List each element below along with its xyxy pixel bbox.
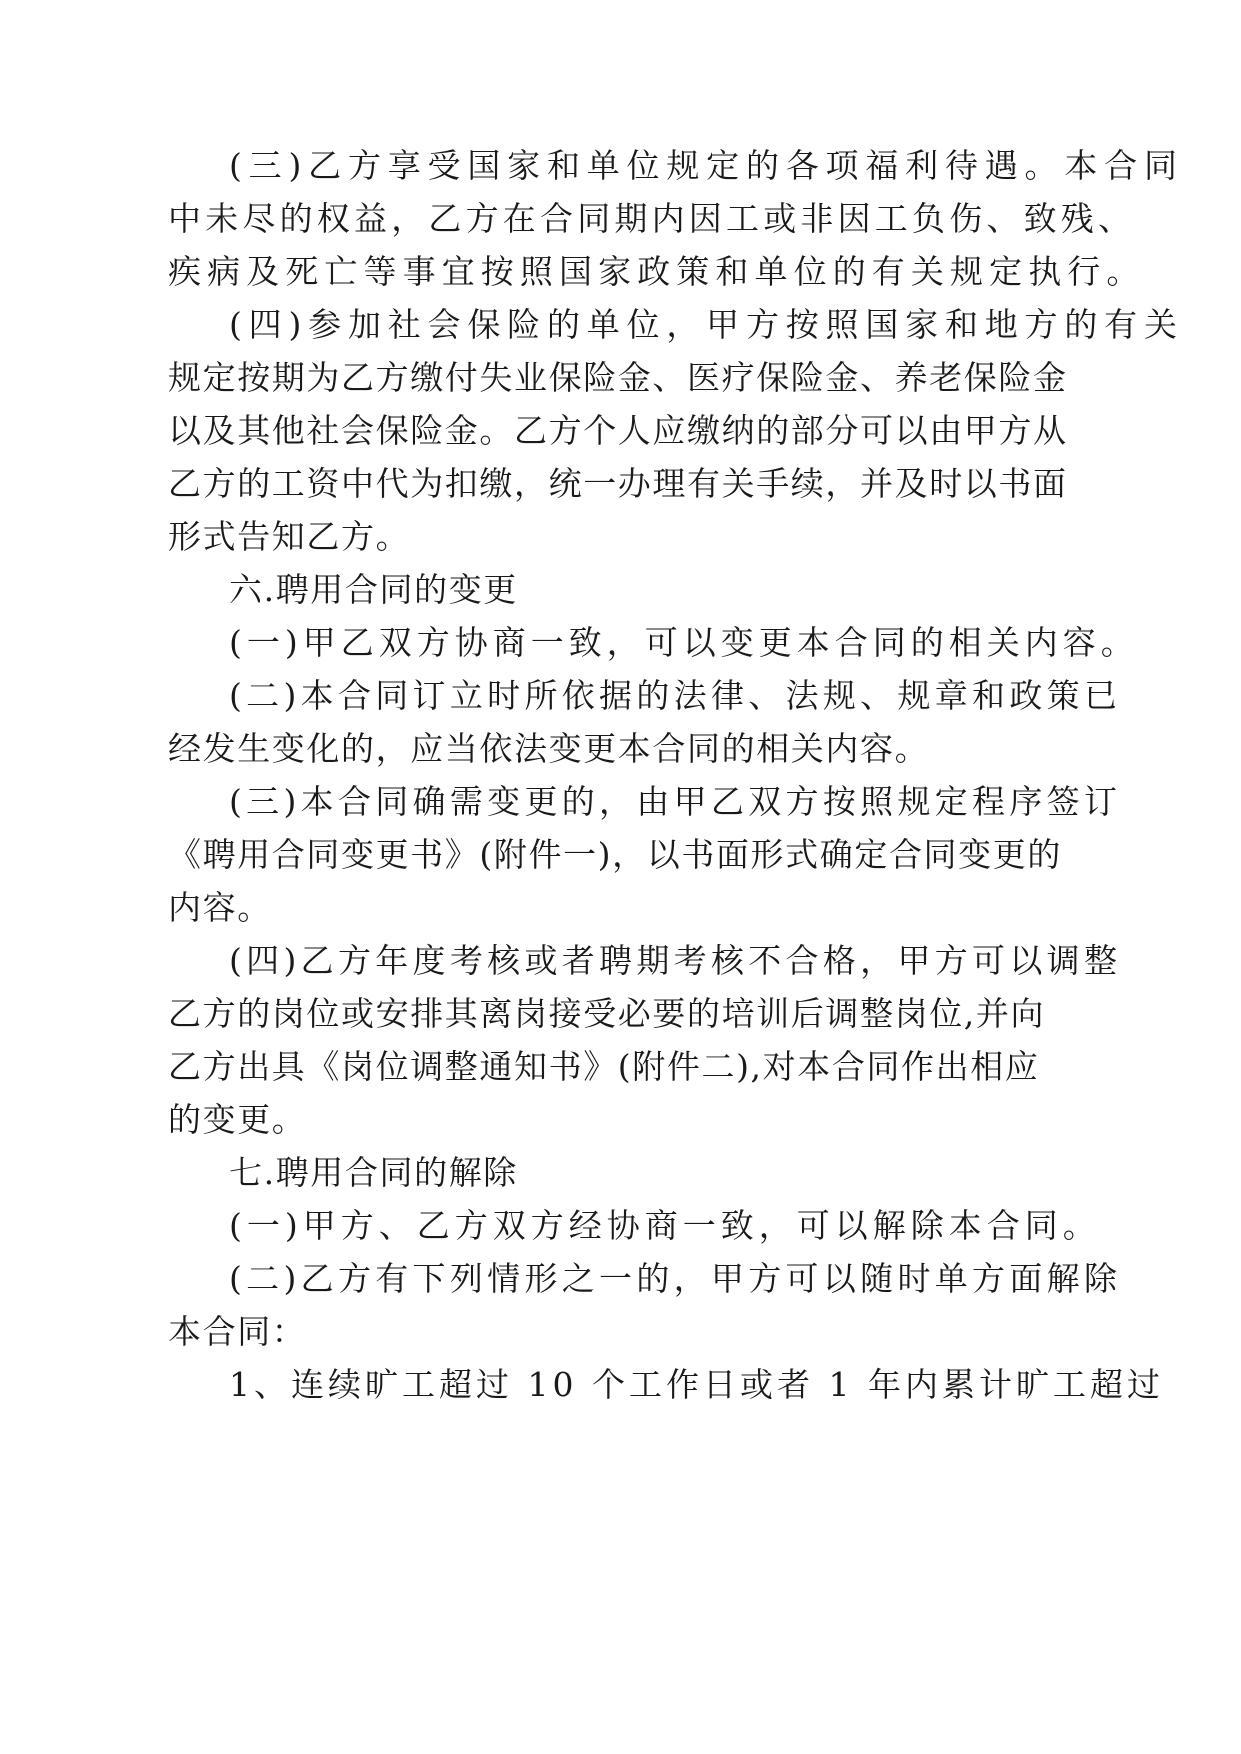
text-line: 内容。 [168,888,272,927]
text-line: (二)本合同订立时所依据的法律、法规、规章和政策已 [229,676,1122,715]
text-line: 乙方的岗位或安排其离岗接受必要的培训后调整岗位,并向 [168,994,1046,1033]
text-line: (一)甲方、乙方双方经协商一致，可以解除本合同。 [229,1206,1101,1245]
text-line: 规定按期为乙方缴付失业保险金、医疗保险金、养老保险金 [168,358,1068,397]
text-line: 的变更。 [168,1100,307,1139]
text-line: 经发生变化的，应当依法变更本合同的相关内容。 [168,729,930,768]
text-line: 本合同： [168,1312,307,1351]
section-heading: 六.聘用合同的变更 [229,570,518,609]
text-line: 乙方的工资中代为扣缴，统一办理有关手续，并及时以书面 [168,464,1068,503]
text-line: (三)本合同确需变更的，由甲乙双方按照规定程序签订 [229,782,1122,821]
text-line: 《聘用合同变更书》(附件一)，以书面形式确定合同变更的 [168,835,1062,874]
text-line: (二)乙方有下列情形之一的，甲方可以随时单方面解除 [229,1259,1122,1298]
text-line: 中未尽的权益，乙方在合同期内因工或非因工负伤、致残、 [168,199,1136,238]
text-line: (四)参加社会保险的单位，甲方按照国家和地方的有关 [229,305,1184,344]
text-line: 1、连续旷工超过 10 个工作日或者 1 年内累计旷工超过 [229,1365,1164,1404]
section-heading: 七.聘用合同的解除 [229,1153,518,1192]
text-line: (四)乙方年度考核或者聘期考核不合格，甲方可以调整 [229,941,1122,980]
text-line: 以及其他社会保险金。乙方个人应缴纳的部分可以由甲方从 [168,411,1068,450]
text-line: 乙方出具《岗位调整通知书》(附件二),对本合同作出相应 [168,1047,1040,1086]
text-line: (三)乙方享受国家和单位规定的各项福利待遇。本合同 [229,146,1184,185]
text-line: 形式告知乙方。 [168,517,411,556]
text-line: (一)甲乙双方协商一致，可以变更本合同的相关内容。 [229,623,1139,662]
text-line: 疾病及死亡等事宜按照国家政策和单位的有关规定执行。 [168,252,1146,291]
